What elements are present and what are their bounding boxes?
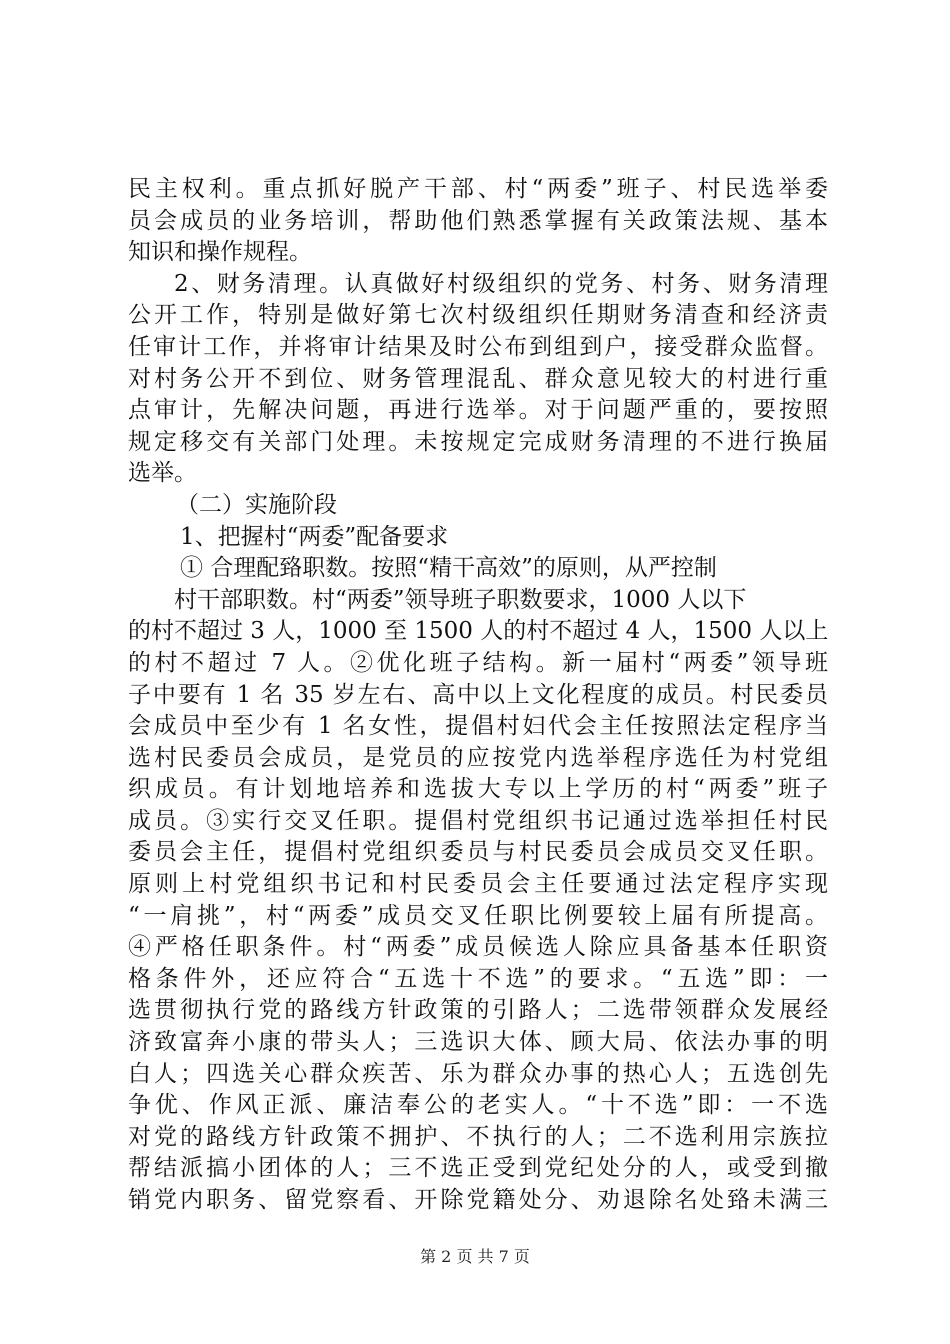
text-line: 知识和操作规程。 (128, 239, 312, 266)
text-line: 选举。 (128, 460, 197, 487)
section-heading: （二）实施阶段 (176, 491, 337, 518)
text-line: 济致富奔小康的带头人；三选识大体、顾大局、依法办事的明 (128, 1029, 828, 1056)
text-line: 白人；四选关心群众疾苦、乐为群众办事的热心人；五选创先 (128, 1060, 828, 1087)
text-line: 销党内职务、留党察看、开除党籍处分、劝退除名处臵未满三 (128, 1187, 828, 1213)
text-line: 子中要有 1 名 35 岁左右、高中以上文化程度的成员。村民委员 (128, 681, 828, 708)
document-body (128, 174, 828, 1217)
text-line: 村干部职数。村“两委”领导班子职数要求，1000 人以下 (174, 586, 747, 613)
text-line: 会成员中至少有 1 名女性，提倡村妇代会主任按照法定程序当 (128, 713, 828, 740)
text-line: 任审计工作，并将审计结果及时公布到组到户，接受群众监督。 (128, 333, 828, 360)
text-line: ④严格任职条件。村“两委”成员候选人除应具备基本任职资 (128, 934, 828, 961)
text-line: 对党的路线方针政策不拥护、不执行的人；二不选利用宗族拉 (128, 1123, 828, 1150)
text-line: 的村不超过 3 人，1000 至 1500 人的村不超过 4 人，1500 人以上 (128, 618, 828, 645)
text-line: 选村民委员会成员，是党员的应按党内选举程序选任为村党组 (128, 744, 828, 771)
subsection-heading: 1、把握村“两委”配备要求 (180, 523, 449, 550)
text-line: 对村务公开不到位、财务管理混乱、群众意见较大的村进行重 (128, 365, 828, 392)
text-line: “一肩挑”，村“两委”成员交叉任职比例要较上届有所提高。 (128, 902, 828, 929)
text-line: 织成员。有计划地培养和选拔大专以上学历的村“两委”班子 (128, 776, 828, 803)
text-line: 格条件外，还应符合“五选十不选”的要求。“五选”即：一 (128, 965, 828, 992)
text-line: 选贯彻执行党的路线方针政策的引路人；二选带领群众发展经 (128, 997, 828, 1024)
text-line: 员会成员的业务培训，帮助他们熟悉掌握有关政策法规、基本 (128, 207, 828, 234)
text-line: 规定移交有关部门处理。未按规定完成财务清理的不进行换届 (128, 428, 828, 455)
text-line: 2、财务清理。认真做好村级组织的党务、村务、财务清理 (174, 270, 828, 297)
text-line: 委员会主任，提倡村党组织委员与村民委员会成员交叉任职。 (128, 839, 828, 866)
text-line: 帮结派搞小团体的人；三不选正受到党纪处分的人，或受到撤 (128, 1155, 828, 1182)
text-line: ① 合理配臵职数。按照“精干高效”的原则，从严控制 (180, 555, 717, 582)
text-line: 点审计，先解决问题，再进行选举。对于问题严重的，要按照 (128, 397, 828, 424)
text-line: 原则上村党组织书记和村民委员会主任要通过法定程序实现 (128, 871, 828, 898)
text-line: 的村不超过 7 人。②优化班子结构。新一届村“两委”领导班 (128, 649, 828, 676)
text-line: 成员。③实行交叉任职。提倡村党组织书记通过选举担任村民 (128, 807, 828, 834)
page-number-footer: 第 2 页 共 7 页 (420, 1247, 530, 1266)
text-line: 民主权利。重点抓好脱产干部、村“两委”班子、村民选举委 (128, 176, 828, 202)
text-line: 争优、作风正派、廉洁奉公的老实人。“十不选”即：一不选 (128, 1092, 828, 1119)
text-line: 公开工作，特别是做好第七次村级组织任期财务清查和经济责 (128, 302, 828, 329)
